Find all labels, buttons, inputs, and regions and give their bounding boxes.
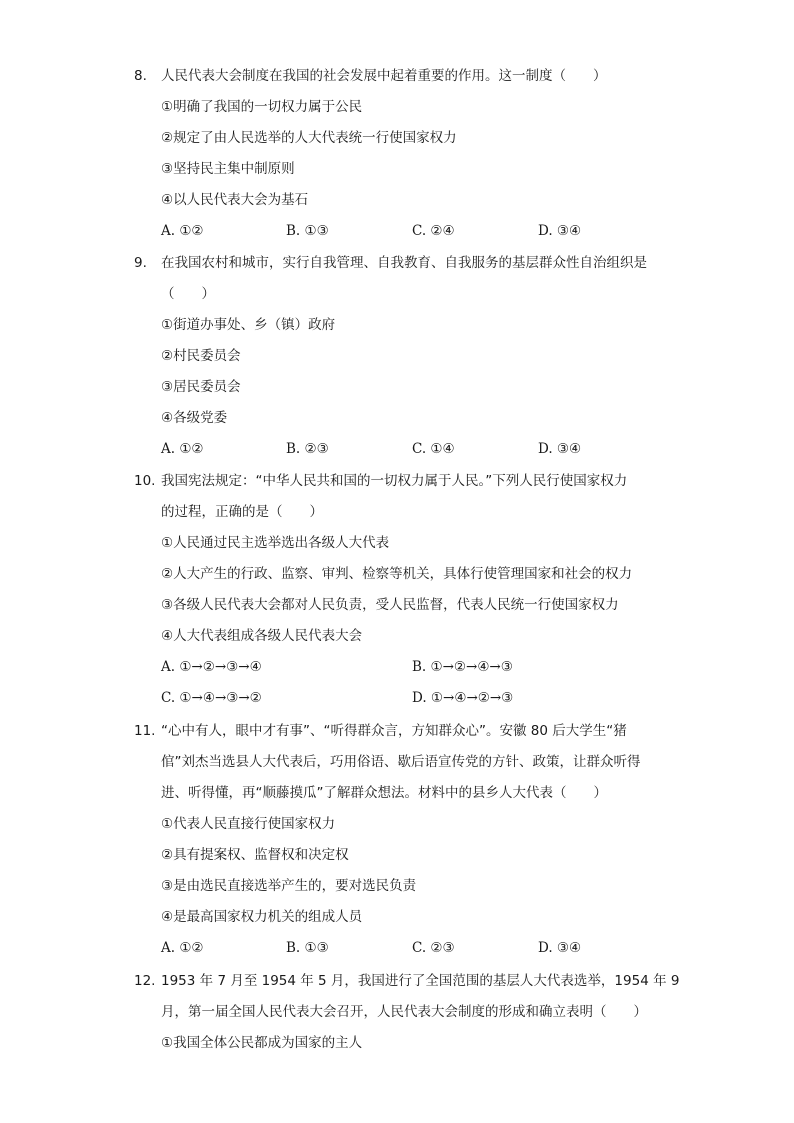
- statement-2: ②规定了由人民选举的人大代表统一行使国家权力: [161, 130, 457, 146]
- option-a: A. ①②: [161, 223, 204, 239]
- question-stem-line: 月，第一届全国人民代表大会召开，人民代表大会制度的形成和确立表明（ ）: [161, 1004, 647, 1020]
- option-b: B. ①③: [286, 940, 329, 956]
- option-c: C. ②④: [412, 223, 455, 239]
- statement-3: ③是由选民直接选举产生的，要对选民负责: [161, 878, 417, 894]
- option-c: C. ②③: [412, 940, 455, 956]
- option-a: A. ①→②→③→④: [161, 659, 262, 675]
- question-number: 9.: [134, 255, 147, 271]
- statement-2: ②村民委员会: [161, 348, 241, 364]
- statement-1: ①代表人民直接行使国家权力: [161, 816, 336, 832]
- question-stem-line: “心中有人，眼中才有事”、“听得群众言，方知群众心”。安徽 80 后大学生“猪: [161, 723, 627, 739]
- question-stem-line: 在我国农村和城市，实行自我管理、自我教育、自我服务的基层群众性自治组织是: [161, 255, 647, 271]
- question-stem-line: 人民代表大会制度在我国的社会发展中起着重要的作用。这一制度（ ）: [161, 68, 607, 84]
- option-d: D. ①→④→②→③: [412, 690, 514, 706]
- statement-2: ②人大产生的行政、监察、审判、检察等机关，具体行使管理国家和社会的权力: [161, 566, 633, 582]
- option-d: D. ③④: [538, 223, 582, 239]
- statement-3: ③坚持民主集中制原则: [161, 161, 295, 177]
- statement-4: ④以人民代表大会为基石: [161, 192, 309, 208]
- option-a: A. ①②: [161, 441, 204, 457]
- question-stem-line: 的过程，正确的是（ ）: [161, 504, 323, 520]
- question-number: 12.: [134, 973, 156, 989]
- statement-3: ③各级人民代表大会都对人民负责，受人民监督，代表人民统一行使国家权力: [161, 597, 619, 613]
- statement-4: ④人大代表组成各级人民代表大会: [161, 628, 363, 644]
- statement-1: ①明确了我国的一切权力属于公民: [161, 99, 363, 115]
- statement-3: ③居民委员会: [161, 379, 241, 395]
- question-stem-line: 进、听得懂，再“顺藤摸瓜”了解群众想法。材料中的县乡人大代表（ ）: [161, 785, 607, 801]
- question-stem-line: （ ）: [161, 286, 215, 302]
- option-d: D. ③④: [538, 940, 582, 956]
- statement-2: ②具有提案权、监督权和决定权: [161, 847, 349, 863]
- statement-1: ①我国全体公民都成为国家的主人: [161, 1035, 363, 1051]
- option-d: D. ③④: [538, 441, 582, 457]
- statement-1: ①人民通过民主选举选出各级人大代表: [161, 535, 390, 551]
- question-stem-line: 我国宪法规定：“中华人民共和国的一切权力属于人民。”下列人民行使国家权力: [161, 473, 628, 489]
- option-b: B. ①→②→④→③: [412, 659, 513, 675]
- question-number: 10.: [134, 473, 156, 489]
- question-number: 11.: [134, 723, 156, 739]
- question-stem-line: 1953 年 7 月至 1954 年 5 月，我国进行了全国范围的基层人大代表选举，1954 年 9: [161, 973, 680, 989]
- question-stem-line: 倌”刘杰当选县人大代表后，巧用俗语、歇后语宣传党的方针、政策，让群众听得: [161, 754, 641, 770]
- statement-4: ④是最高国家权力机关的组成人员: [161, 909, 363, 925]
- statement-1: ①街道办事处、乡（镇）政府: [161, 317, 336, 333]
- option-b: B. ②③: [286, 441, 329, 457]
- statement-4: ④各级党委: [161, 410, 228, 426]
- option-c: C. ①④: [412, 441, 455, 457]
- option-b: B. ①③: [286, 223, 329, 239]
- option-c: C. ①→④→③→②: [161, 690, 262, 706]
- option-a: A. ①②: [161, 940, 204, 956]
- question-number: 8.: [134, 68, 147, 84]
